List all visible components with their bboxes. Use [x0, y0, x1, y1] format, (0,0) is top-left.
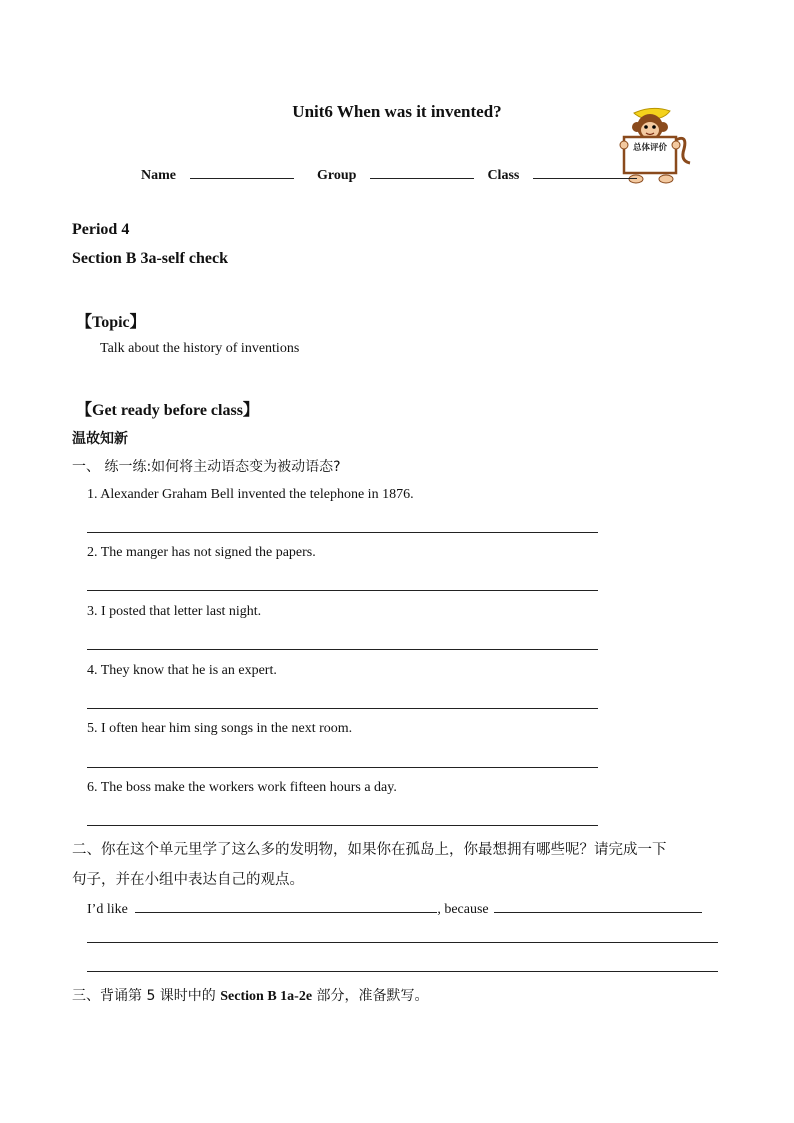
because-label: , because: [437, 902, 489, 917]
topic-text: Talk about the history of inventions: [100, 341, 300, 356]
question-2: 2. The manger has not signed the papers.: [87, 545, 316, 560]
part2-instruction-line2: 句子，并在小组中表达自己的观点。: [72, 872, 304, 888]
period-heading: Period 4: [72, 221, 130, 238]
because-field[interactable]: [494, 898, 702, 913]
part2-instruction-line1: 二、你在这个单元里学了这么多的发明物，如果你在孤岛上，你最想拥有哪些呢？请完成一下: [72, 842, 667, 858]
class-field[interactable]: [533, 164, 637, 179]
part3-section: Section B 1a-2e: [220, 989, 313, 1004]
answer-line-3[interactable]: [87, 649, 598, 650]
question-4: 4. They know that he is an expert.: [87, 663, 277, 678]
part3-suffix: 部分，准备默写。: [312, 988, 429, 1004]
section-heading: Section B 3a-self check: [72, 250, 228, 267]
review-subheading: 温故知新: [72, 431, 128, 447]
name-field[interactable]: [190, 164, 294, 179]
badge-text: 总体评价: [632, 143, 668, 153]
name-label: Name: [141, 168, 176, 183]
answer-line-2[interactable]: [87, 590, 598, 591]
opinion-line-1[interactable]: [87, 942, 718, 943]
group-label: Group: [317, 168, 357, 183]
opinion-line-2[interactable]: [87, 971, 718, 972]
answer-line-5[interactable]: [87, 767, 598, 768]
id-like-label: I’d like: [87, 902, 128, 917]
group-field[interactable]: [370, 164, 474, 179]
question-6: 6. The boss make the workers work fifteen hours a day.: [87, 780, 397, 795]
student-info-row: [141, 164, 637, 184]
get-ready-heading: 【Get ready before class】: [76, 402, 259, 419]
question-1: 1. Alexander Graham Bell invented the telephone in 1876.: [87, 487, 414, 502]
topic-heading: 【Topic】: [76, 314, 146, 331]
part1-title: 一、 练一练:如何将主动语态变为被动语态?: [72, 459, 341, 475]
id-like-field[interactable]: [135, 898, 437, 913]
part3-prefix: 三、背诵第 5 课时中的: [72, 988, 221, 1004]
class-label: Class: [487, 168, 520, 183]
part3-instruction: [72, 985, 428, 1005]
question-3: 3. I posted that letter last night.: [87, 604, 262, 619]
id-like-row: [87, 898, 702, 918]
answer-line-4[interactable]: [87, 708, 598, 709]
page-title: Unit6 When was it invented?: [292, 102, 502, 121]
answer-line-1[interactable]: [87, 532, 598, 533]
answer-line-6[interactable]: [87, 825, 598, 826]
question-5: 5. I often hear him sing songs in the next room.: [87, 721, 353, 736]
